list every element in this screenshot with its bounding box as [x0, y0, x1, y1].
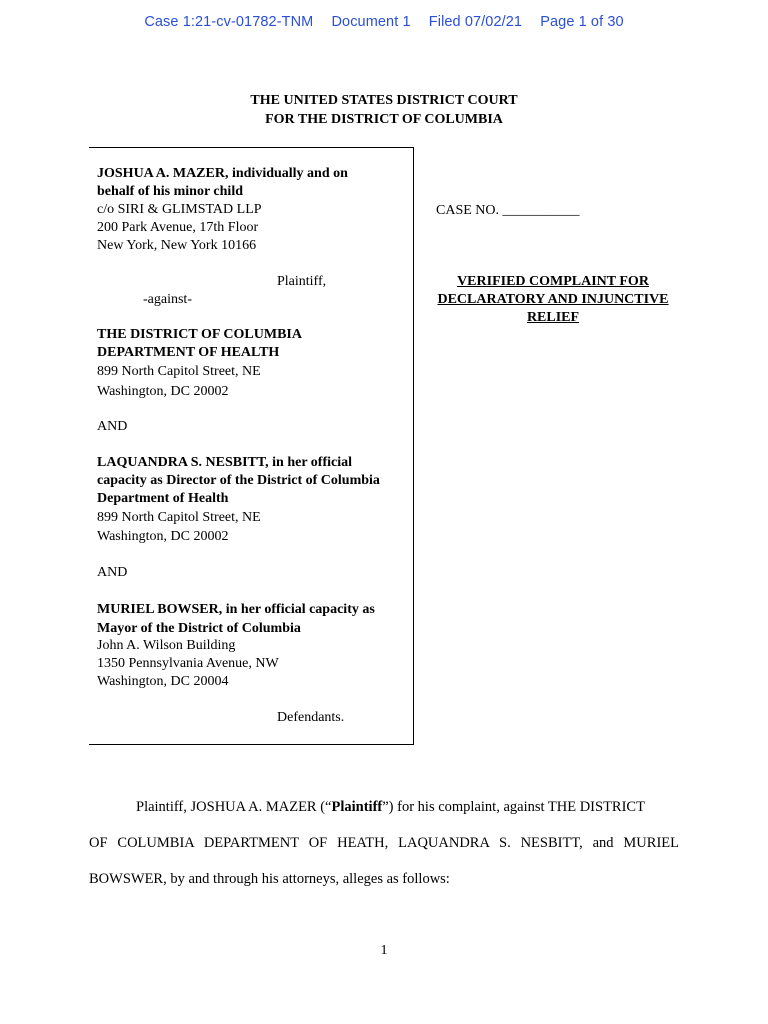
intro-paragraph-line-3: BOWSWER, by and through his attorneys, alleges as follows:	[89, 871, 450, 887]
defendant-1-address-line-1: 899 North Capitol Street, NE	[97, 364, 261, 379]
defendant-1-name-line-2: DEPARTMENT OF HEALTH	[97, 345, 280, 360]
plaintiff-address-line-2: 200 Park Avenue, 17th Floor	[97, 220, 259, 235]
plaintiff-address-line-3: New York, New York 10166	[97, 238, 257, 253]
defendant-3-name-line-1: MURIEL BOWSER, in her official capacity as	[97, 602, 375, 617]
defendant-3-address-line-1: John A. Wilson Building	[97, 638, 236, 653]
filed-date-stamp: Filed 07/02/21	[428, 14, 523, 30]
defendants-role: Defendants.	[277, 710, 345, 725]
defendant-1-address-line-2: Washington, DC 20002	[97, 384, 229, 399]
plaintiff-role: Plaintiff,	[277, 274, 327, 289]
intro-line-1-prefix: Plaintiff, JOSHUA A. MAZER (“	[136, 799, 332, 815]
ecf-header-stamp	[0, 14, 768, 30]
intro-paragraph-line-2: OF COLUMBIA DEPARTMENT OF HEATH, LAQUANDRA S. NESBITT, and MURIEL	[89, 835, 679, 851]
defendant-3-address-line-2: 1350 Pennsylvania Avenue, NW	[97, 656, 279, 671]
case-number-stamp: Case 1:21-cv-01782-TNM	[144, 14, 314, 30]
defendant-2-name-line-1: LAQUANDRA S. NESBITT, in her official	[97, 455, 353, 470]
complaint-title-line-1: VERIFIED COMPLAINT FOR	[457, 274, 649, 289]
against-label: -against-	[143, 292, 192, 307]
defendant-2-address-line-2: Washington, DC 20002	[97, 529, 229, 544]
plaintiff-defined-term: Plaintiff	[331, 799, 383, 815]
page-count-stamp: Page 1 of 30	[540, 14, 624, 30]
complaint-title	[424, 273, 682, 327]
plaintiff-name-line-2: behalf of his minor child	[97, 184, 243, 199]
court-name-line-1: THE UNITED STATES DISTRICT COURT	[250, 93, 518, 108]
page-number: 1	[380, 943, 388, 958]
plaintiff-address-line-1: c/o SIRI & GLIMSTAD LLP	[97, 202, 262, 217]
defendant-3-address-line-3: Washington, DC 20004	[97, 674, 229, 689]
defendant-2-address-line-1: 899 North Capitol Street, NE	[97, 510, 261, 525]
court-name-line-2: FOR THE DISTRICT OF COLUMBIA	[265, 112, 503, 127]
document-number-stamp: Document 1	[331, 14, 411, 30]
and-separator-2: AND	[97, 565, 128, 580]
case-number-field: CASE NO. ___________	[436, 203, 580, 218]
and-separator-1: AND	[97, 419, 128, 434]
complaint-title-line-3: RELIEF	[526, 310, 580, 325]
defendant-3-name-line-2: Mayor of the District of Columbia	[97, 621, 301, 636]
defendant-1-name-line-1: THE DISTRICT OF COLUMBIA	[97, 327, 302, 342]
intro-line-1-suffix: ”) for his complaint, against THE DISTRICT	[382, 799, 645, 815]
complaint-title-line-2: DECLARATORY AND INJUNCTIVE	[437, 292, 669, 307]
intro-paragraph-line-1	[136, 798, 645, 816]
defendant-2-name-line-3: Department of Health	[97, 491, 229, 506]
defendant-2-name-line-2: capacity as Director of the District of Columbia	[97, 473, 380, 488]
plaintiff-name-line-1: JOSHUA A. MAZER, individually and on	[97, 166, 348, 181]
